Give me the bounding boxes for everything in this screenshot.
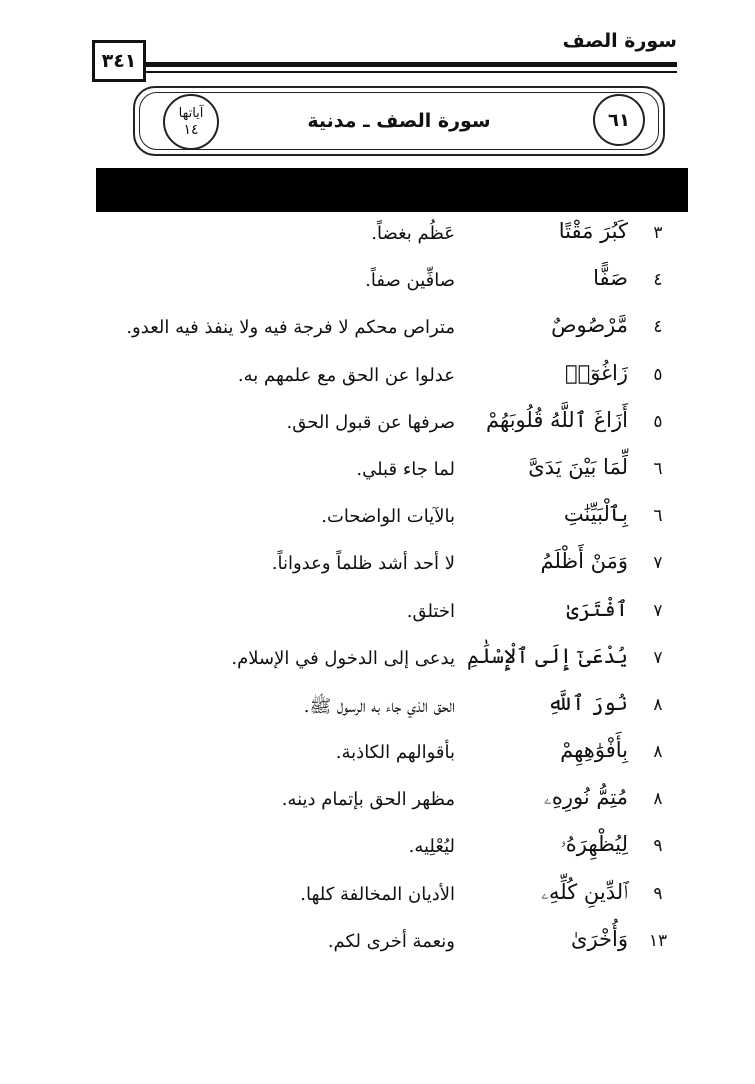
quran-word: كَبُرَ مَقْتًا: [558, 219, 628, 243]
list-item: [0, 215, 755, 262]
ayah-number: ٤: [653, 270, 663, 291]
quran-word: ٱفْتَرَىٰ: [566, 596, 628, 621]
ayah-number: ٧: [653, 553, 663, 574]
quran-word: مُتِمُّ نُورِهِۦ: [543, 785, 628, 810]
list-item: [0, 923, 755, 970]
quran-word: لِيُظْهِرَهُۥ: [560, 832, 628, 857]
list-item: [0, 545, 755, 592]
word-meaning: متراص محكم لا فرجة فيه ولا ينفذ فيه العدو.: [126, 317, 455, 339]
list-item: [0, 828, 755, 875]
ayah-number: ٨: [653, 742, 663, 763]
list-item: [0, 876, 755, 923]
list-item: [0, 687, 755, 734]
list-item: [0, 498, 755, 545]
list-item: [0, 781, 755, 828]
ayat-label: آياتها: [178, 106, 204, 121]
word-meaning: عدلوا عن الحق مع علمهم به.: [237, 364, 455, 386]
list-item: [0, 309, 755, 356]
quran-word: لِّمَا بَيْنَ يَدَىَّ: [528, 454, 628, 479]
quran-word: وَمَنْ أَظْلَمُ: [540, 549, 628, 574]
vocabulary-list: [0, 215, 755, 970]
word-meaning: ونعمة أخرى لكم.: [327, 930, 455, 952]
word-meaning: صافِّين صفاً.: [365, 270, 455, 292]
surah-title: سورة الصف ـ مدنية: [307, 110, 491, 132]
ayat-count-badge: [163, 94, 219, 150]
list-item: [0, 734, 755, 781]
quran-word: يُدْعَىٰٓ إِلَى ٱلْإِسْلَٰمِ: [466, 643, 628, 668]
ayah-number: ٨: [653, 789, 663, 810]
quran-word: وَأُخْرَىٰ: [571, 926, 628, 951]
word-meaning: مظهر الحق بإتمام دينه.: [281, 789, 455, 811]
ayah-number: ٩: [653, 836, 663, 857]
list-item: [0, 357, 755, 404]
word-meaning: يدعى إلى الدخول في الإسلام.: [231, 647, 455, 669]
ayah-number: ٤: [653, 317, 663, 338]
word-meaning: لما جاء قبلي.: [356, 458, 455, 480]
quran-word: بِأَفْوَٰهِهِمْ: [560, 738, 628, 763]
ayah-number: ١٣: [648, 930, 668, 951]
ayah-number: ٧: [653, 600, 663, 621]
ayah-number: ٧: [653, 647, 663, 668]
page-number: ٣٤١: [92, 40, 146, 82]
quran-word: زَاغُوٓا۟: [564, 360, 628, 385]
surah-number-badge: ٦١: [593, 94, 645, 146]
ayah-number: ٦: [653, 458, 663, 479]
ayah-number: ٥: [653, 364, 663, 385]
list-item: [0, 262, 755, 309]
ayah-number: ٥: [653, 411, 663, 432]
surah-title-frame: [133, 86, 665, 156]
word-meaning: الأديان المخالفة كلها.: [300, 883, 455, 905]
quran-word: نُورَ ٱللَّهِ: [547, 690, 628, 715]
list-item: [0, 593, 755, 640]
ayah-number: ٦: [653, 506, 663, 527]
header-black-band: [96, 168, 688, 212]
word-meaning: عَظُم بغضاً.: [371, 223, 455, 244]
word-meaning: بأقوالهم الكاذبة.: [335, 742, 455, 764]
list-item: [0, 404, 755, 451]
quran-word: مَّرْصُوصٌ: [551, 313, 628, 338]
list-item: [0, 451, 755, 498]
ayah-number: ٣: [653, 223, 663, 243]
word-meaning: صرفها عن قبول الحق.: [286, 411, 455, 433]
header-rule-thick: [146, 62, 677, 67]
word-meaning: ليُعْلِيه.: [408, 836, 455, 858]
quran-word: صَفًّا: [593, 266, 628, 291]
word-meaning: الحق الذي جاء به الرسول ﷺ.: [303, 695, 455, 717]
running-surah-name: سورة الصف: [562, 30, 677, 52]
ayah-number: ٨: [653, 694, 663, 715]
quran-word: بِٱلْبَيِّنَٰتِ: [563, 502, 628, 527]
quran-word: أَزَاغَ ٱللَّهُ قُلُوبَهُمْ: [486, 407, 628, 432]
word-meaning: بالآيات الواضحات.: [321, 506, 455, 528]
quran-word: ٱلدِّينِ كُلِّهِۦ: [541, 879, 628, 904]
header-rule-thin: [146, 71, 677, 73]
ayat-count: ١٤: [183, 122, 199, 138]
word-meaning: لا أحد أشد ظلماً وعدواناً.: [271, 553, 455, 575]
word-meaning: اختلق.: [406, 600, 455, 622]
list-item: [0, 640, 755, 687]
ayah-number: ٩: [653, 883, 663, 904]
